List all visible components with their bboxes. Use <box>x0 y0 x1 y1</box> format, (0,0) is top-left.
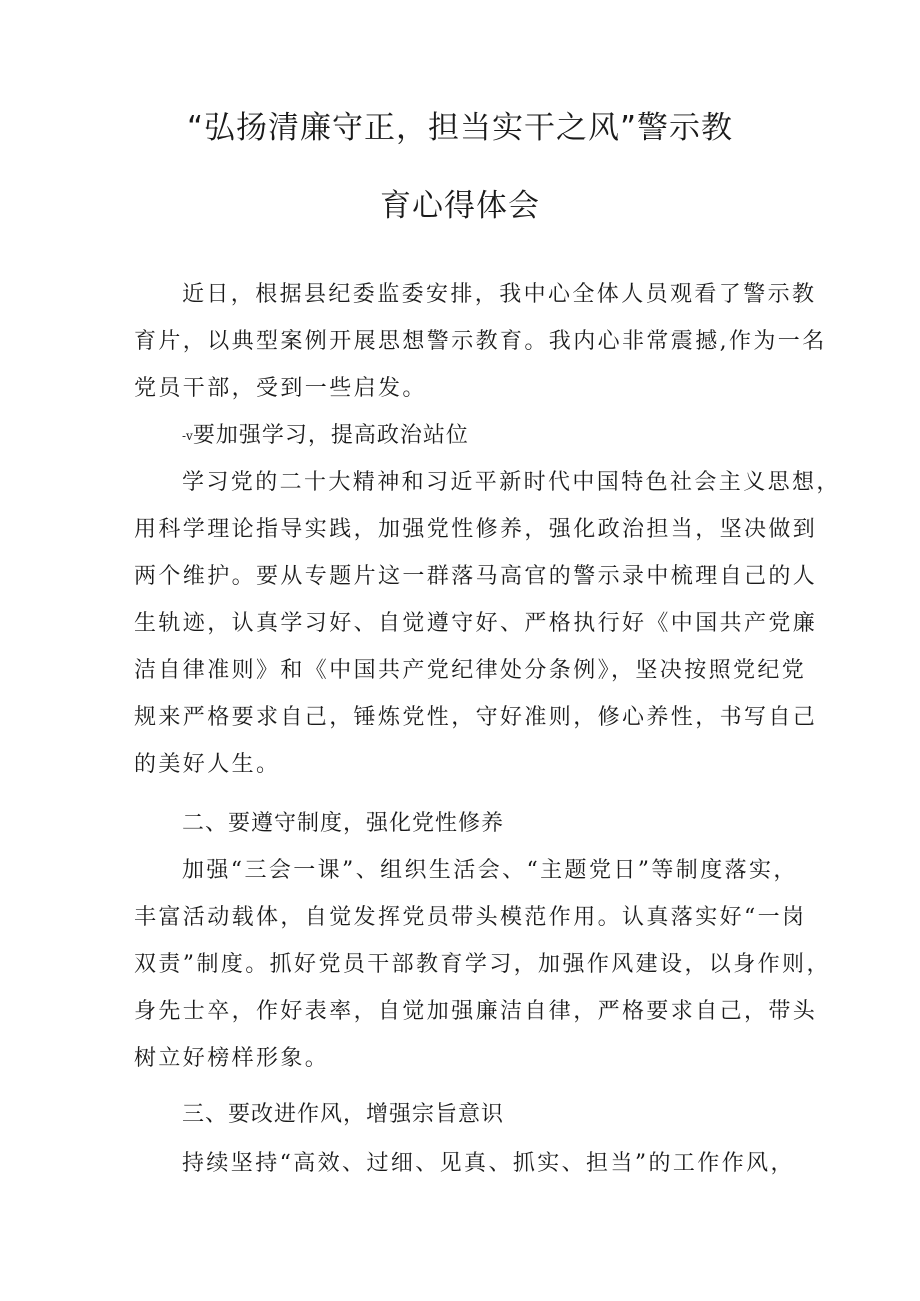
section-heading-3: 三、要改进作风，增强宗旨意识 <box>182 1102 505 1127</box>
section-marker: -v <box>182 429 193 443</box>
section-heading-text: 要加强学习，提高政治站位 <box>192 423 469 448</box>
paragraph-line: 洁自律准则》和《中国共产党纪律处分条例》，坚决按照党纪党 <box>134 658 807 683</box>
paragraph-line: 两个维护。要从专题片这一群落马高官的警示录中梳理自己的人 <box>134 564 818 589</box>
paragraph-line: 育片，以典型案例开展思想警示教育。我内心非常震撼,作为一名 <box>134 329 827 354</box>
section-heading-2: 二、要遵守制度，强化党性修养 <box>182 811 505 836</box>
paragraph-line: 丰富活动载体，自觉发挥党员带头模范作用。认真落实好“一岗 <box>134 905 807 930</box>
section-heading-1 <box>182 421 469 451</box>
paragraph-line: 党员干部，受到一些启发。 <box>134 376 427 401</box>
paragraph-line: 身先士卒，作好表率，自觉加强廉洁自律，严格要求自己，带头 <box>134 999 818 1024</box>
paragraph-line: 学习党的二十大精神和习近平新时代中国特色社会主义思想， <box>182 470 841 495</box>
paragraph-line: 的美好人生。 <box>134 752 281 777</box>
paragraph-line: 双责”制度。抓好党员干部教育学习，加强作风建设，以身作则， <box>134 952 831 977</box>
paragraph-line: 加强“三会一课”、组织生活会、“主题党日”等制度落实， <box>182 858 798 883</box>
paragraph-line: 规来严格要求自己，锤炼党性，守好准则，修心养性，书写自己 <box>134 705 818 730</box>
paragraph-line: 用科学理论指导实践，加强党性修养，强化政治担当，坚决做到 <box>134 517 818 542</box>
paragraph-line: 近日，根据县纪委监委安排，我中心全体人员观看了警示教 <box>182 282 817 307</box>
paragraph-line: 持续坚持“高效、过细、见真、抓实、担当”的工作作风， <box>182 1151 795 1176</box>
paragraph-line: 生轨迹，认真学习好、自觉遵守好、严格执行好《中国共产党廉 <box>134 611 818 636</box>
document-title-line-1: “弘扬清廉守正，担当实干之风”警示教 <box>186 110 734 146</box>
document-title-line-2: 育心得体会 <box>380 188 540 224</box>
paragraph-line: 树立好榜样形象。 <box>134 1046 330 1071</box>
